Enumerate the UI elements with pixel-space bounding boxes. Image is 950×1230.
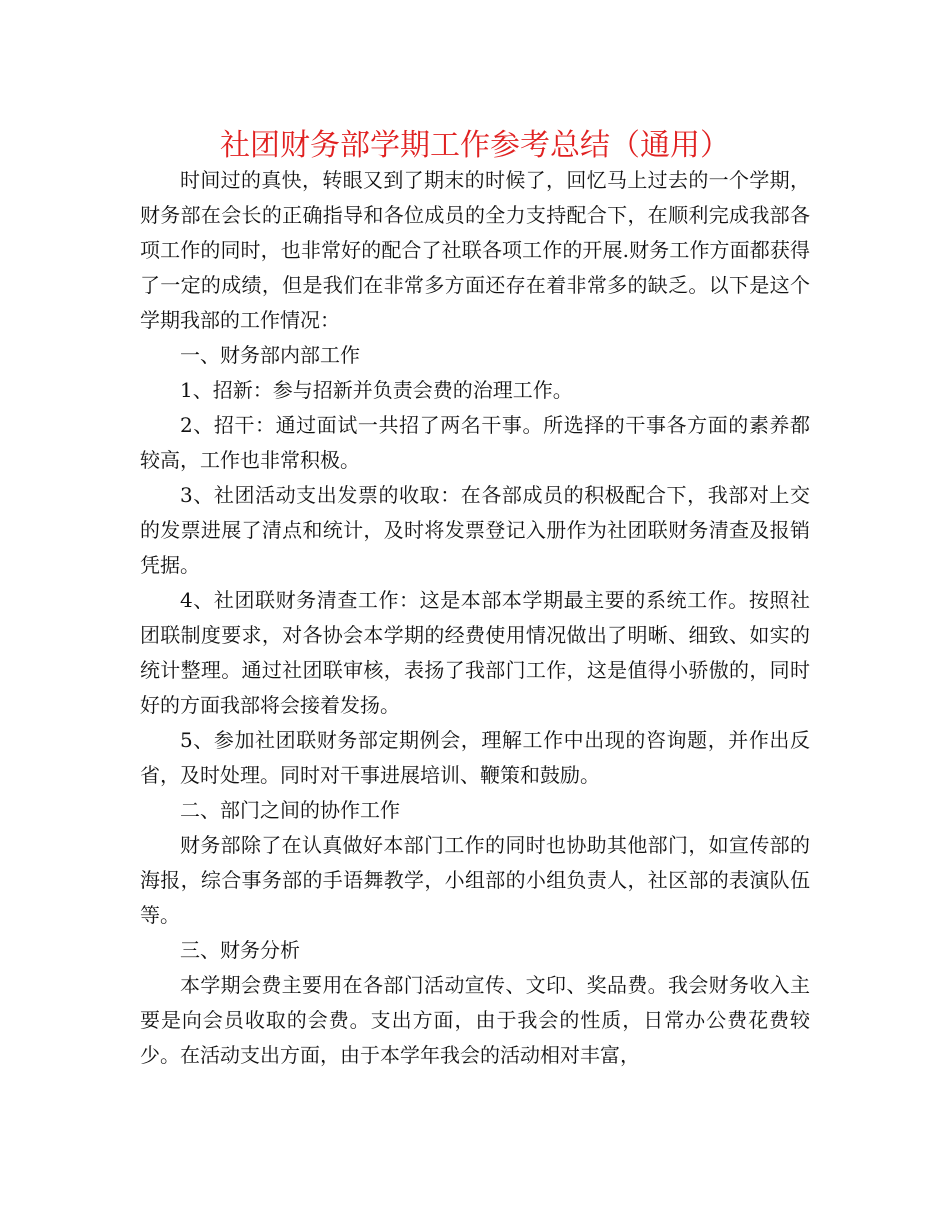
item-financial-audit: 4、社团联财务清查工作：这是本部本学期最主要的系统工作。按照社团联制度要求，对各协会本学期的经费使用情况做出了明晰、细致、如实的统计整理。通过社团联审核，表扬了我部门工作，这是值得小骄傲的，同时好的方面我部将会接着发扬。 bbox=[140, 588, 810, 717]
document-title: 社团财务部学期工作参考总结（通用） bbox=[220, 128, 730, 163]
section-heading-internal-work: 一、财务部内部工作 bbox=[180, 343, 360, 367]
item-regular-meetings: 5、参加社团联财务部定期例会，理解工作中出现的咨询题，并作出反省，及时处理。同时对干事进展培训、鞭策和鼓励。 bbox=[140, 728, 810, 787]
intro-paragraph: 时间过的真快，转眼又到了期末的时候了，回忆马上过去的一个学期，财务部在会长的正确指导和各位成员的全力支持配合下，在顺利完成我部各项工作的同时，也非常好的配合了社联各项工作的开展.财务工作方面都获得了一定的成绩，但是我们在非常多方面还存在着非常多的缺乏。以下是这个学期我部的工作情况： bbox=[140, 168, 810, 332]
item-invoice-collection: 3、社团活动支出发票的收取：在各部成员的积极配合下，我部对上交的发票进展了清点和统计，及时将发票登记入册作为社团联财务清查及报销凭据。 bbox=[140, 483, 810, 577]
section-heading-financial-analysis: 三、财务分析 bbox=[180, 938, 300, 962]
document-body bbox=[140, 163, 810, 1073]
cooperation-paragraph: 财务部除了在认真做好本部门工作的同时也协助其他部门，如宣传部的海报，综合事务部的手语舞教学，小组部的小组负责人，社区部的表演队伍等。 bbox=[140, 833, 810, 927]
financial-analysis-paragraph: 本学期会费主要用在各部门活动宣传、文印、奖品费。我会财务收入主要是向会员收取的会费。支出方面，由于我会的性质，日常办公费花费较少。在活动支出方面，由于本学年我会的活动相对丰富， bbox=[140, 973, 810, 1067]
section-heading-cooperation: 二、部门之间的协作工作 bbox=[180, 798, 400, 822]
item-staff-recruitment: 2、招干：通过面试一共招了两名干事。所选择的干事各方面的素养都较高，工作也非常积极。 bbox=[140, 413, 810, 472]
item-recruitment: 1、招新：参与招新并负责会费的治理工作。 bbox=[180, 378, 573, 402]
